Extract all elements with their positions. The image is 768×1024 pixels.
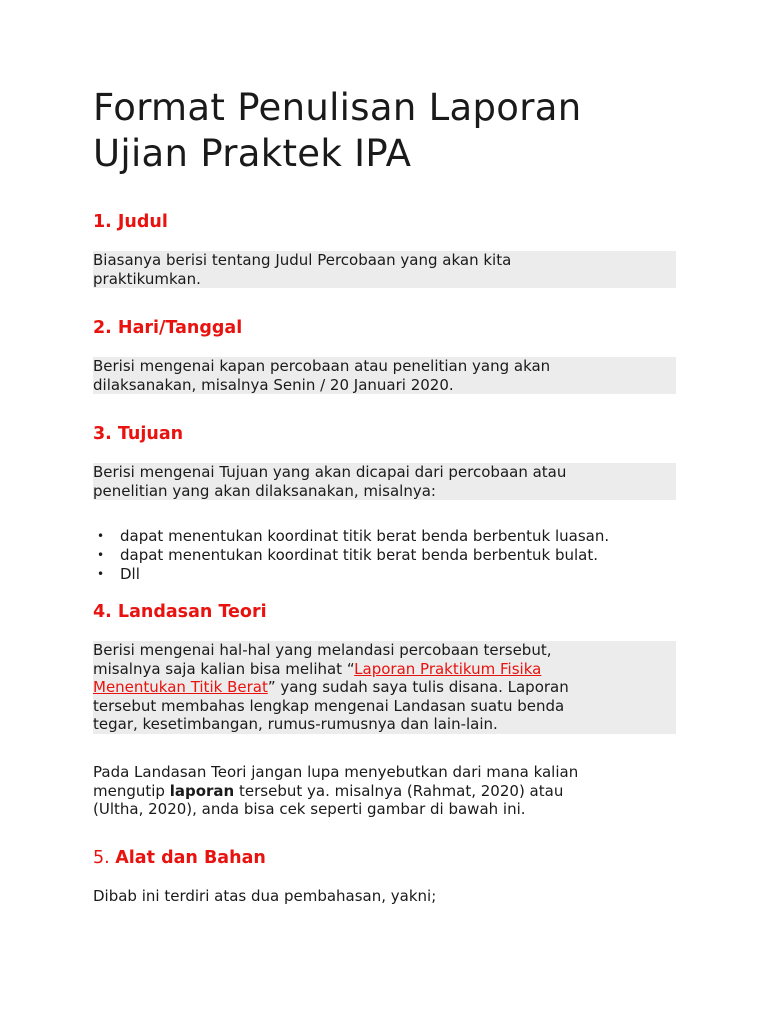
list-item-text: Dll — [120, 565, 140, 583]
list-item — [93, 527, 609, 546]
section-heading-landasan-teori: 4. Landasan Teori — [93, 602, 267, 622]
section-number: 5. — [93, 848, 116, 868]
box-line: ” yang sudah saya tulis disana. Laporan — [267, 678, 569, 696]
box-line: praktikumkan. — [93, 269, 201, 288]
section-box-tujuan — [93, 463, 676, 500]
para-line: Pada Landasan Teori jangan lupa menyebutkan dari mana kalian — [93, 763, 579, 781]
para-line: (Ultha, 2020), anda bisa cek seperti gambar di bawah ini. — [93, 800, 526, 818]
section-box-landasan-teori — [93, 641, 676, 734]
list-item — [93, 546, 609, 565]
box-line: Berisi mengenai hal-hal yang melandasi percobaan tersebut, — [93, 641, 552, 659]
box-line: Berisi mengenai Tujuan yang akan dicapai dari percobaan atau — [93, 463, 567, 481]
list-item-text: dapat menentukan koordinat titik berat benda berbentuk bulat. — [120, 546, 598, 564]
bold-word: laporan — [169, 781, 235, 800]
section-box-hari-tanggal — [93, 357, 676, 394]
list-item — [93, 565, 609, 584]
section-box-judul — [93, 251, 676, 288]
bullet-dot-icon: • — [97, 548, 105, 562]
section-heading-tujuan: 3. Tujuan — [93, 424, 184, 444]
para-line: tersebut ya. misalnya (Rahmat, 2020) atau — [234, 781, 564, 800]
section-heading-alat-dan-bahan — [93, 847, 266, 869]
bullet-dot-icon: • — [97, 567, 105, 581]
para-line: Dibab ini terdiri atas dua pembahasan, yakni; — [93, 887, 437, 905]
section-heading-text: Alat dan Bahan — [115, 848, 266, 868]
title-line-1: Format Penulisan Laporan — [93, 86, 582, 129]
list-item-text: dapat menentukan koordinat titik berat benda berbentuk luasan. — [120, 527, 610, 545]
para-line: mengutip — [93, 781, 170, 800]
box-line: penelitian yang akan dilaksanakan, misalnya: — [93, 481, 436, 500]
alat-dan-bahan-paragraph — [93, 887, 676, 906]
title-line-2: Ujian Praktek IPA — [93, 132, 412, 175]
page-title — [93, 85, 693, 177]
box-line: Biasanya berisi tentang Judul Percobaan yang akan kita — [93, 251, 512, 269]
tujuan-bullet-list — [93, 527, 609, 584]
section-heading-judul: 1. Judul — [93, 212, 168, 232]
box-line: tersebut membahas lengkap mengenai Landasan suatu benda — [93, 696, 565, 715]
link-text: Laporan Praktikum Fisika — [354, 659, 542, 678]
landasan-teori-paragraph — [93, 763, 676, 819]
box-line: dilaksanakan, misalnya Senin / 20 Januari 2020. — [93, 375, 454, 394]
link-text: Menentukan Titik Berat — [93, 678, 268, 696]
box-line: misalnya saja kalian bisa melihat “ — [93, 659, 355, 678]
box-line: tegar, kesetimbangan, rumus-rumusnya dan lain-lain. — [93, 715, 498, 733]
bullet-dot-icon: • — [97, 529, 105, 543]
section-heading-hari-tanggal: 2. Hari/Tanggal — [93, 318, 243, 338]
box-line: Berisi mengenai kapan percobaan atau penelitian yang akan — [93, 357, 551, 375]
